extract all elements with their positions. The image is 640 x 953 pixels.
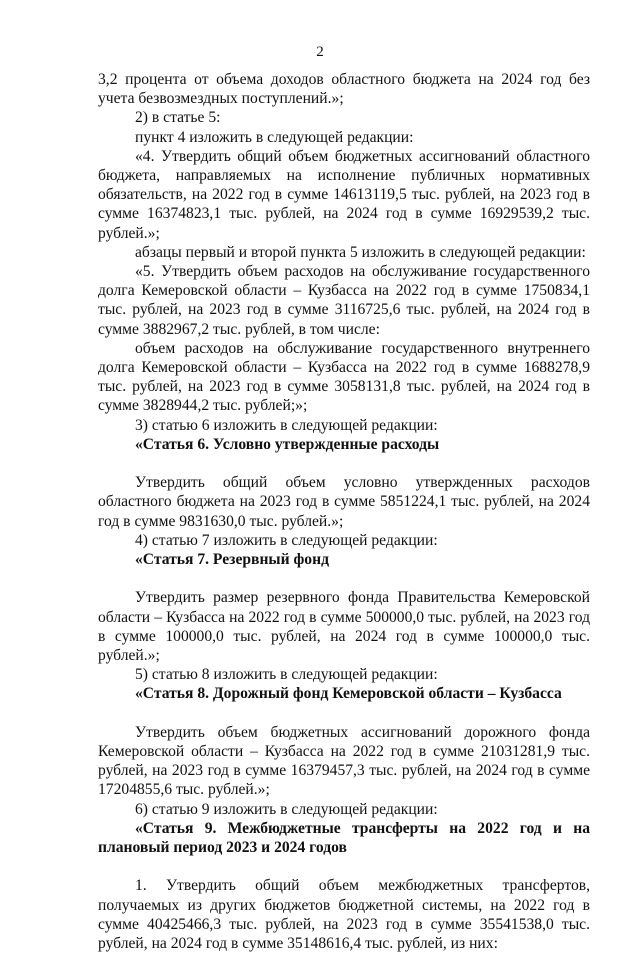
document-body [98, 70, 590, 953]
paragraph: объем расходов на обслуживание государственного внутреннего долга Кемеровской области – Кузбасса на 2022 год в сумме 1688278,9 тыс. рублей, на 2023 год в сумме 3058131,8 тыс. рублей, на 2024 год в сумме 3828944,2 тыс. рублей;»; [98, 339, 590, 415]
paragraph: Утвердить объем бюджетных ассигнований дорожного фонда Кемеровской области – Кузбасса на 2022 год в сумме 21031281,9 тыс. рублей, на 2023 год в сумме 16379457,3 тыс. рублей, на 2024 год в сумме 17204855,6 тыс. рублей.»; [98, 723, 590, 799]
paragraph: пункт 4 изложить в следующей редакции: [135, 128, 414, 146]
paragraph: 1. Утвердить общий объем межбюджетных трансфертов, получаемых из других бюджетов бюджетной системы, на 2022 год в сумме 40425466,3 тыс. рублей, на 2023 год в сумме 35541538,0 тыс. рублей, на 2024 год в сумме 35148616,4 тыс. рублей, из них: [98, 877, 590, 953]
paragraph: «5. Утвердить объем расходов на обслуживание государственного долга Кемеровской области – Кузбасса на 2022 год в сумме 1750834,1 тыс. рублей, на 2023 год в сумме 3116725,6 тыс. рублей, на 2024 год в сумме 3882967,2 тыс. рублей, в том числе: [98, 263, 590, 338]
article-heading: «Статья 7. Резервный фонд [135, 551, 329, 569]
paragraph: 6) статью 9 изложить в следующей редакции: [135, 800, 438, 818]
paragraph: абзацы первый и второй пункта 5 изложить в следующей редакции: [135, 243, 586, 261]
paragraph: Утвердить общий объем условно утвержденных расходов областного бюджета на 2023 год в сумме 5851224,1 тыс. рублей, на 2024 год в сумме 9831630,0 тыс. рублей.»; [98, 474, 590, 530]
paragraph: 3) статью 6 изложить в следующей редакции: [135, 416, 438, 434]
article-heading: «Статья 8. Дорожный фонд Кемеровской области – Кузбасса [135, 685, 562, 703]
paragraph: 4) статью 7 изложить в следующей редакции: [135, 531, 438, 549]
paragraph: 2) в статье 5: [135, 109, 221, 127]
article-heading: «Статья 6. Условно утвержденные расходы [135, 435, 440, 453]
paragraph: «4. Утвердить общий объем бюджетных ассигнований областного бюджета, направляемых на исполнение публичных нормативных обязательств, на 2022 год в сумме 14613119,5 тыс. рублей, на 2023 год в сумме 16374823,1 тыс. рублей, на 2024 год в сумме 16929539,2 тыс. рублей.»; [98, 147, 590, 242]
paragraph-gap [98, 569, 590, 588]
paragraph: 3,2 процента от объема доходов областного бюджета на 2024 год без учета безвозмездных поступлений.»; [98, 71, 590, 108]
paragraph: 5) статью 8 изложить в следующей редакции: [135, 666, 438, 684]
page-number: 2 [316, 44, 324, 60]
article-heading: «Статья 9. Межбюджетные трансферты на 2022 год и на плановый период 2023 и 2024 годов [98, 819, 590, 857]
paragraph-gap [98, 454, 590, 473]
paragraph: Утвердить размер резервного фонда Правительства Кемеровской области – Кузбасса на 2022 год в сумме 500000,0 тыс. рублей, на 2023 год в сумме 100000,0 тыс. рублей, на 2024 год в сумме 100000,0 тыс. рублей.»; [98, 589, 590, 665]
paragraph-gap [98, 704, 590, 723]
paragraph-gap [98, 857, 590, 876]
